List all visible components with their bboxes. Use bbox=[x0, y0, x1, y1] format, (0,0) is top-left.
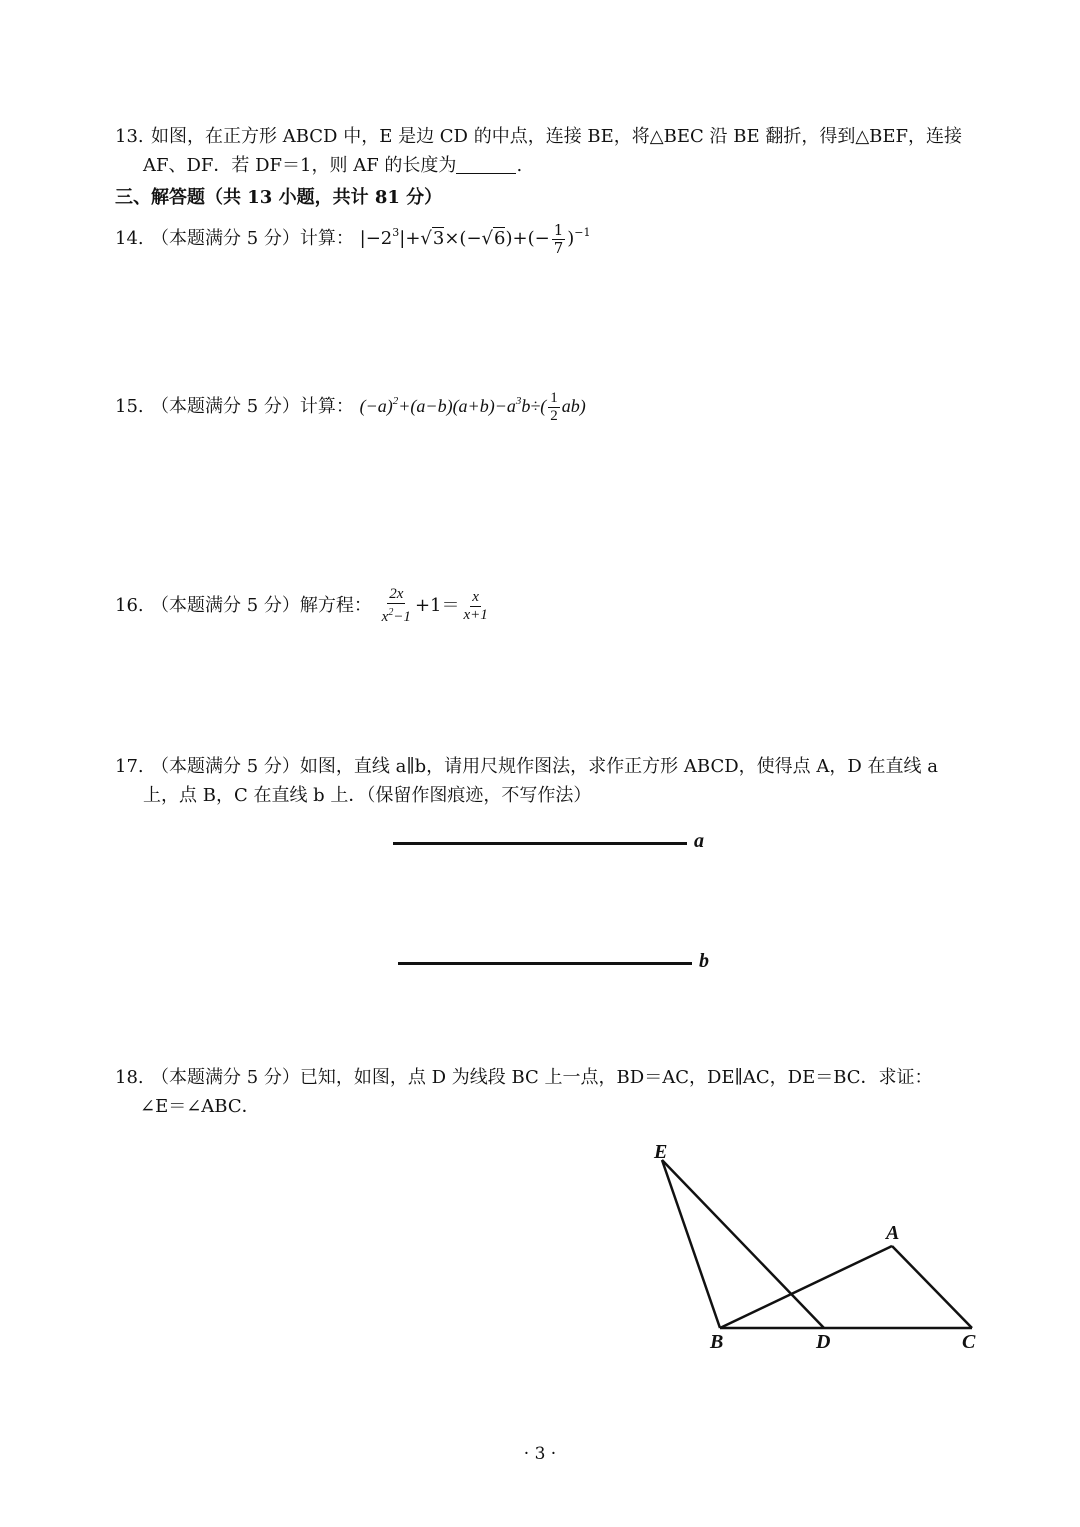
segment-AC bbox=[892, 1246, 972, 1328]
question-prefix: （本题满分 5 分）计算： bbox=[151, 228, 354, 249]
den-part: x bbox=[381, 609, 389, 625]
expr-part: +1＝ bbox=[414, 595, 460, 616]
question-prefix: （本题满分 5 分）计算： bbox=[151, 396, 354, 417]
line-a bbox=[393, 842, 687, 845]
numerator: 1 bbox=[550, 390, 558, 407]
fraction bbox=[552, 222, 566, 257]
denominator: x+1 bbox=[463, 606, 488, 623]
point-label-E: E bbox=[654, 1141, 668, 1163]
question-text-line2: AF、DF．若 DF＝1，则 AF 的长度为 bbox=[143, 155, 457, 176]
expr-part: |+ bbox=[399, 228, 421, 249]
denominator bbox=[380, 604, 413, 626]
math-expression bbox=[359, 390, 586, 425]
question-text-line2: 上，点 B，C 在直线 b 上．（保留作图痕迹，不写作法） bbox=[143, 785, 592, 806]
point-label-B: B bbox=[710, 1331, 724, 1353]
denominator: 2 bbox=[550, 408, 558, 425]
expr-part: b÷( bbox=[521, 396, 547, 416]
question-text-line1: 如图，在正方形 ABCD 中，E 是边 CD 的中点，连接 BE，将△BEC 沿 BE 翻折，得到△BEF，连接 bbox=[151, 126, 963, 147]
page-number: · 3 · bbox=[523, 1444, 557, 1464]
expr-part: +(a−b)(a+b)−a bbox=[398, 396, 516, 416]
question-16 bbox=[115, 586, 1010, 626]
expr-part: ) bbox=[567, 228, 575, 249]
point-label-D: D bbox=[816, 1331, 831, 1353]
line-b-label: b bbox=[699, 950, 709, 972]
question-text-line1: （本题满分 5 分）已知，如图，点 D 为线段 BC 上一点，BD＝AC，DE∥AC，DE＝BC．求证： bbox=[151, 1067, 933, 1088]
expr-part: )+(− bbox=[505, 228, 550, 249]
fraction-lhs bbox=[380, 586, 413, 626]
den-part: −1 bbox=[393, 609, 411, 625]
period: . bbox=[516, 155, 523, 176]
triangle-figure bbox=[640, 1130, 1000, 1370]
exponent: 2 bbox=[388, 607, 394, 618]
question-13 bbox=[115, 122, 1010, 180]
segment-ED bbox=[662, 1160, 824, 1328]
question-number: 18. bbox=[115, 1067, 144, 1088]
question-17 bbox=[115, 752, 1010, 810]
question-18 bbox=[115, 1063, 1010, 1121]
question-number: 15. bbox=[115, 396, 144, 417]
radicand: 6 bbox=[494, 228, 506, 249]
question-number: 13. bbox=[115, 126, 144, 147]
point-label-C: C bbox=[962, 1331, 976, 1353]
expr-part: ×(− bbox=[444, 228, 482, 249]
answer-blank[interactable] bbox=[456, 155, 516, 174]
math-expression: $|-2^3|+√3\times(-√6)+(-$ $\frac{1}{7}$ )$^{-1}$ bbox=[359, 220, 591, 257]
expr-part: |−2 bbox=[359, 228, 393, 249]
question-14 bbox=[115, 218, 1010, 257]
section-title: 三、解答题（共 13 小题，共计 81 分） bbox=[115, 187, 443, 208]
numerator: x bbox=[472, 588, 479, 605]
exponent: 2 bbox=[392, 395, 399, 407]
question-prefix: （本题满分 5 分）解方程： bbox=[151, 595, 372, 616]
denominator: 7 bbox=[553, 238, 564, 257]
expr-part: (−a) bbox=[359, 396, 393, 416]
question-15 bbox=[115, 387, 1010, 425]
exponent: −1 bbox=[574, 226, 591, 239]
segment-BA bbox=[720, 1246, 892, 1328]
numerator: 2x bbox=[389, 586, 404, 602]
fraction-rhs bbox=[461, 589, 489, 624]
line-a-label: a bbox=[694, 830, 704, 852]
exponent: 3 bbox=[515, 395, 522, 407]
question-number: 14. bbox=[115, 228, 144, 249]
expr-part: ab) bbox=[561, 396, 586, 416]
line-b bbox=[398, 962, 692, 965]
radicand: 3 bbox=[432, 228, 445, 249]
point-label-A: A bbox=[886, 1222, 900, 1244]
segment-EB bbox=[662, 1160, 720, 1328]
question-text-line1: （本题满分 5 分）如图，直线 a∥b，请用尺规作图法，求作正方形 ABCD，使得点 A，D 在直线 a bbox=[151, 756, 938, 777]
exponent: 3 bbox=[392, 226, 400, 239]
fraction bbox=[548, 390, 560, 425]
numerator: 1 bbox=[553, 220, 564, 239]
question-text-line2: ∠E＝∠ABC． bbox=[140, 1096, 260, 1117]
question-number: 17. bbox=[115, 756, 144, 777]
question-number: 16. bbox=[115, 595, 144, 616]
